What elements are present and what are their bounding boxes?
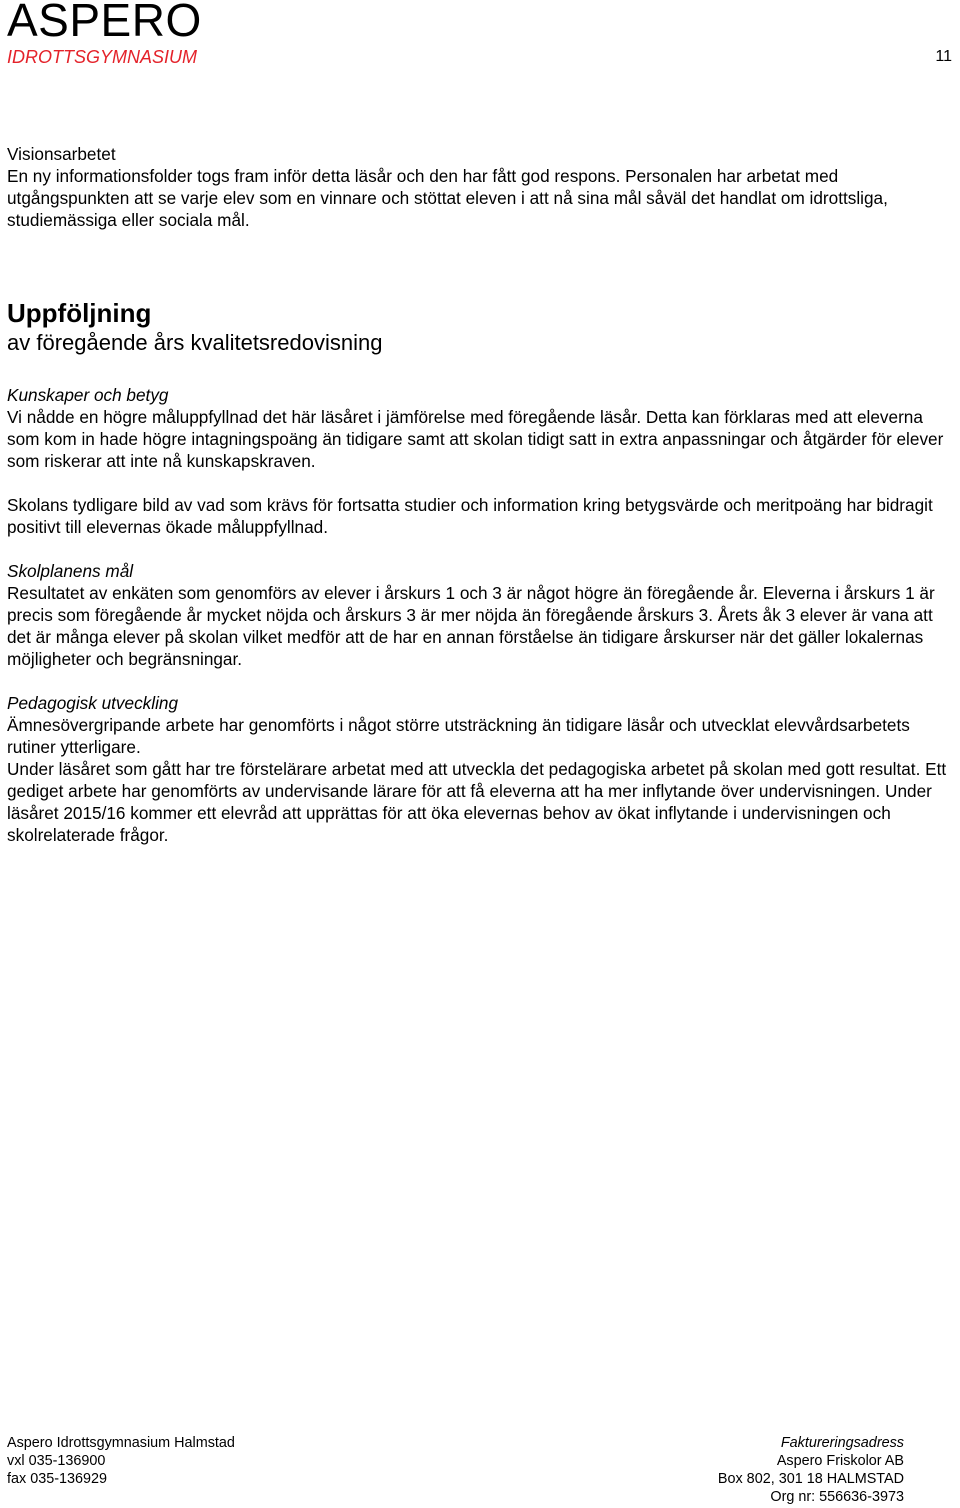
- footer-billing-label: Faktureringsadress: [780, 1435, 904, 1451]
- pedagogy-paragraph-1: Ämnesövergripande arbete har genomförts i något större utsträckning än tidigare läsår och utvecklat elevvårdsarbetets rutiner ytterligare.: [7, 715, 910, 757]
- footer-contact: [7, 1434, 235, 1488]
- vision-paragraph: En ny informationsfolder togs fram inför detta läsår och den har fått god respons. Personalen har arbetat med utgångspunkten att se varje elev som en vinnare och stöttat eleven i att nå sina mål såväl det handlat om idrottsliga, studiemässiga eller sociala mål.: [7, 166, 888, 230]
- knowledge-heading: Kunskaper och betyg: [7, 385, 169, 405]
- logo: [7, 0, 202, 68]
- goals-paragraph: Resultatet av enkäten som genomförs av elever i årskurs 1 och 3 är något högre än föregående år. Eleverna i årskurs 1 är precis som föregående år mycket nöjda och årskurs 3 är mer nöjda än föregående årskurs 3. Årets åk 3 elever är vana att det är många elever på skolan vilket medför att de har en annan förståelse än tidigare årskurser när det gäller lokalernas möjligheter och begränsningar.: [7, 583, 935, 669]
- footer-org-number: Org nr: 556636-3973: [770, 1489, 904, 1505]
- knowledge-paragraph-1: Vi nådde en högre måluppfyllnad det här läsåret i jämförelse med föregående läsår. Detta kan förklaras med att eleverna som kom in hade högre intagningspoäng än tidigare samt att skolan tidigt satt in extra anpassningar och åtgärder för elever som riskerar att inte nå kunskapskraven.: [7, 407, 944, 471]
- goals-heading: Skolplanens mål: [7, 561, 134, 581]
- logo-title: ASPERO: [7, 0, 202, 46]
- footer-address: Box 802, 301 18 HALMSTAD: [717, 1471, 904, 1487]
- page-content: [7, 143, 955, 846]
- page-number: 11: [935, 48, 952, 65]
- section-subtitle: av föregående års kvalitetsredovisning: [7, 330, 383, 355]
- logo-subtitle: IDROTTSGYMNASIUM: [7, 47, 198, 67]
- vision-heading: Visionsarbetet: [7, 144, 116, 164]
- footer-school-name: Aspero Idrottsgymnasium Halmstad: [7, 1435, 235, 1451]
- footer-billing: [718, 1434, 904, 1506]
- footer-phone: vxl 035-136900: [7, 1453, 106, 1469]
- footer-company: Aspero Friskolor AB: [776, 1453, 904, 1469]
- section-title: Uppföljning: [7, 298, 152, 328]
- pedagogy-paragraph-2: Under läsåret som gått har tre förstelärare arbetat med att utveckla det pedagogiska arbetet på skolan med gott resultat. Ett gediget arbete har genomförts av undervisande lärare för att få eleverna att ha mer inflytande över undervisningen. Under läsåret 2015/16 kommer ett elevråd att upprättas för att öka elevernas behov av ökat inflytande i undervisningen och skolrelaterade frågor.: [7, 759, 947, 845]
- pedagogy-heading: Pedagogisk utveckling: [7, 693, 179, 713]
- knowledge-paragraph-2: Skolans tydligare bild av vad som krävs för fortsatta studier och information kring betygsvärde och meritpoäng har bidragit positivt till elevernas ökade måluppfyllnad.: [7, 495, 933, 537]
- footer-fax: fax 035-136929: [7, 1471, 108, 1487]
